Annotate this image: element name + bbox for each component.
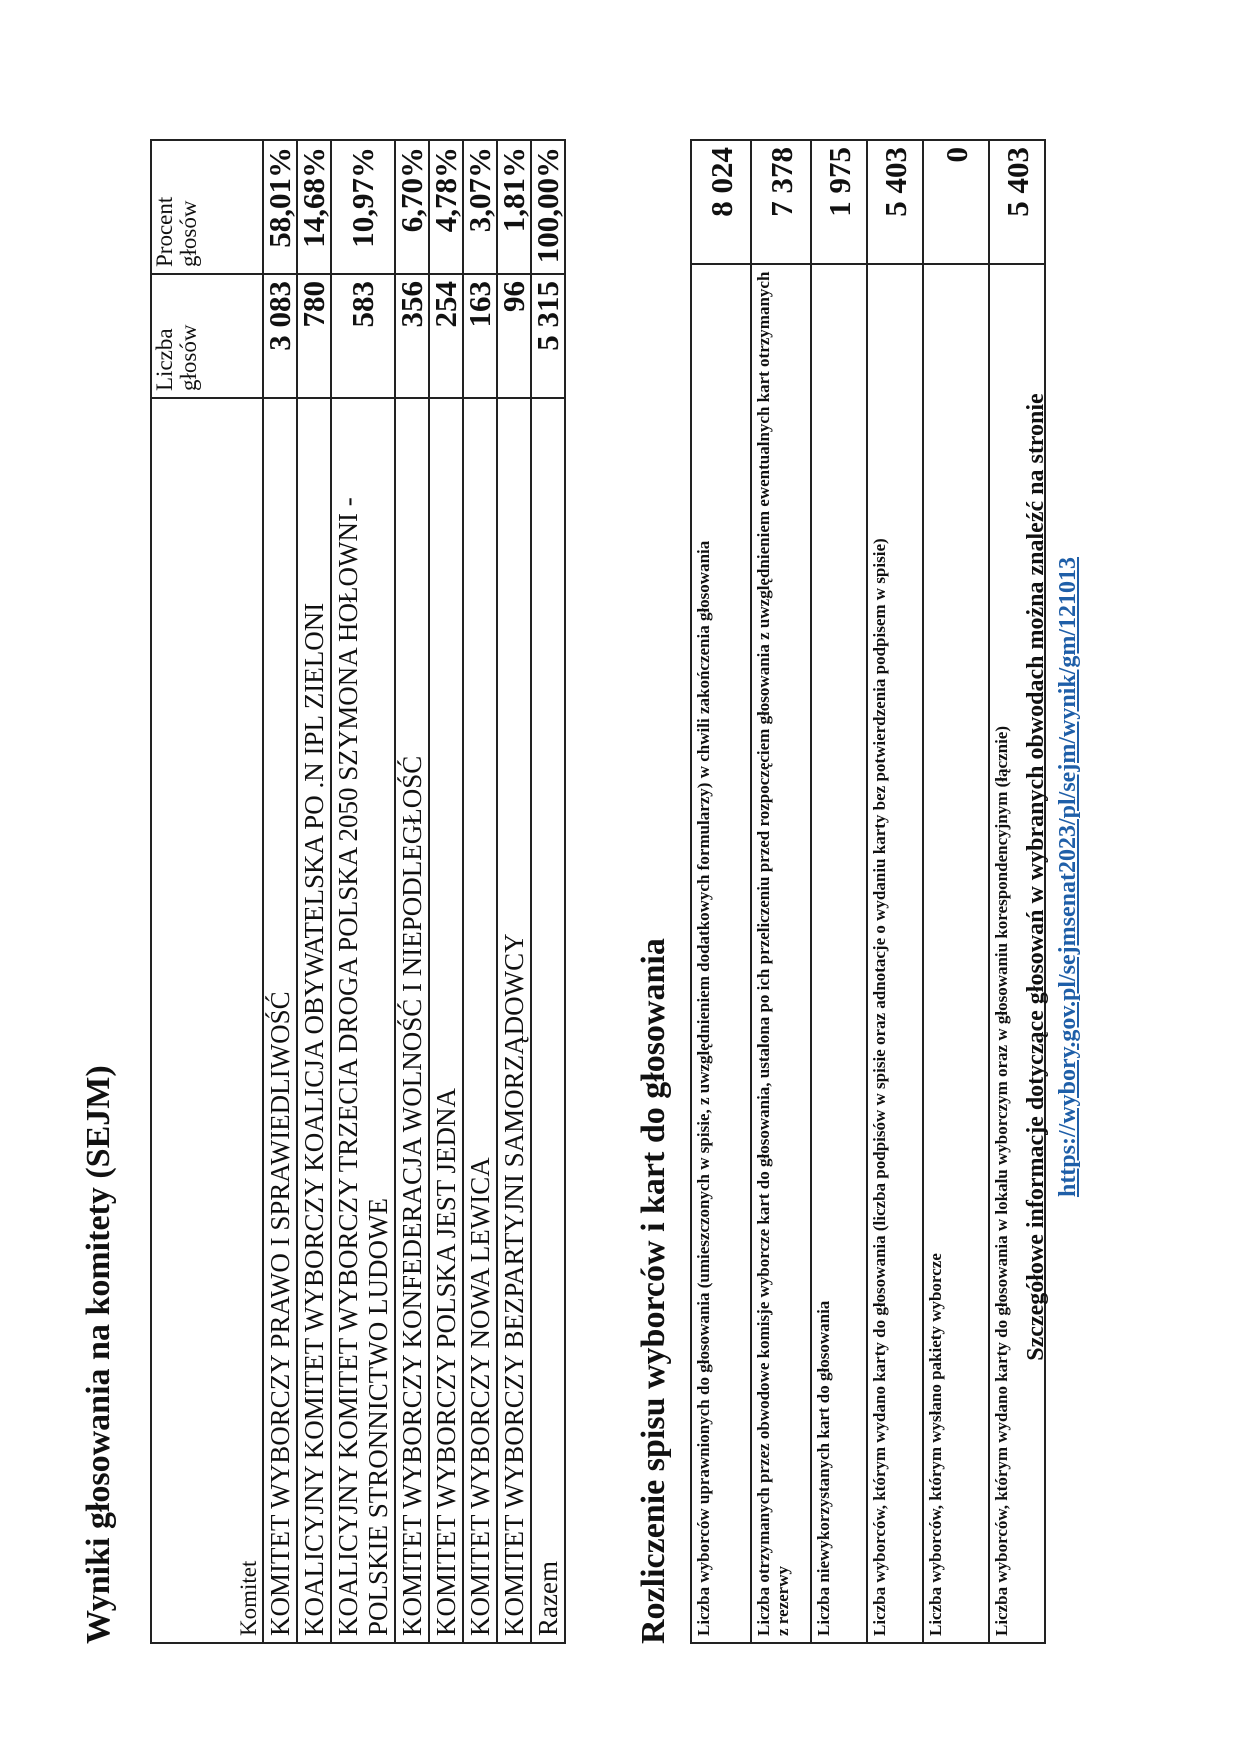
vote-count: 163 [463,274,497,398]
table-row [331,140,395,1643]
vote-count: 3 083 [263,274,297,398]
header-committee: Komitet [151,398,263,1643]
table-row [691,140,751,1643]
table-row [263,140,297,1643]
committee-name: KOALICYJNY KOMITET WYBORCZY TRZECIA DROGA POLSKA 2050 SZYMONA HOŁOWNI -POLSKIE STRONNICTWO LUDOWE [331,398,395,1643]
vote-count: 780 [297,274,331,398]
vote-percent: 10,97% [331,140,395,274]
table-row [429,140,463,1643]
footer-note [1020,0,1084,1754]
turnout-table [690,139,1046,1644]
turnout-label: Liczba wyborców, którym wysłano pakiety wyborcze [923,264,989,1643]
vote-percent: 6,70% [395,140,429,274]
turnout-title: Rozliczenie spisu wyborców i kart do głosowania [635,938,672,1644]
vote-percent: 58,01% [263,140,297,274]
turnout-value: 7 378 [751,140,811,264]
vote-percent: 3,07% [463,140,497,274]
total-count: 5 315 [531,274,565,398]
table-row [497,140,531,1643]
turnout-label: Liczba otrzymanych przez obwodowe komisje wyborcze kart do głosowania, ustalona po ich przeliczeniu przed rozpoczęciem głosowania z uwzględnieniem ewentualnych kart otrzymanych z rezerwy [751,264,811,1643]
vote-percent: 1,81% [497,140,531,274]
header-percent: Procent głosów [151,140,263,274]
committee-name: KOALICYJNY KOMITET WYBORCZY KOALICJA OBYWATELSKA PO .N IPL ZIELONI [297,398,331,1643]
turnout-value: 5 403 [867,140,923,264]
vote-percent: 4,78% [429,140,463,274]
turnout-value: 1 975 [811,140,867,264]
results-link[interactable]: https://wybory.gov.pl/sejmsenat2023/pl/sejm/wynik/gm/121013 [1055,556,1081,1198]
results-header-row [151,140,263,1643]
table-row [751,140,811,1643]
results-table [150,139,566,1644]
vote-count: 254 [429,274,463,398]
table-row [395,140,429,1643]
table-row [867,140,923,1643]
committee-name: KOMITET WYBORCZY PRAWO I SPRAWIEDLIWOŚĆ [263,398,297,1643]
table-row [463,140,497,1643]
turnout-label: Liczba niewykorzystanych kart do głosowania [811,264,867,1643]
vote-count: 356 [395,274,429,398]
total-percent: 100,00% [531,140,565,274]
footer-text: Szczegółowe informacje dotyczące głosowań w wybranych obwodach można znaleźć na stronie [1023,393,1049,1361]
vote-count: 583 [331,274,395,398]
total-label: Razem [531,398,565,1643]
vote-count: 96 [497,274,531,398]
table-row [923,140,989,1643]
turnout-label: Liczba wyborców, którym wydano karty do głosowania w lokalu wyborczym oraz w głosowaniu korespondencyjnym (łącznie) [989,264,1045,1643]
committee-name: KOMITET WYBORCZY BEZPARTYJNI SAMORZĄDOWCY [497,398,531,1643]
vote-percent: 14,68% [297,140,331,274]
committee-name: KOMITET WYBORCZY NOWA LEWICA [463,398,497,1643]
results-title: Wyniki głosowania na komitety (SEJM) [80,1065,117,1644]
turnout-value: 5 403 [989,140,1045,264]
turnout-label: Liczba wyborców, którym wydano karty do głosowania (liczba podpisów w spisie oraz adnotacje o wydaniu karty bez potwierdzenia podpisem w spisie) [867,264,923,1643]
turnout-value: 8 024 [691,140,751,264]
table-row [811,140,867,1643]
total-row [531,140,565,1643]
header-count: Liczba głosów [151,274,263,398]
committee-name: KOMITET WYBORCZY KONFEDERACJA WOLNOŚĆ I NIEPODLEGŁOŚĆ [395,398,429,1643]
table-row [297,140,331,1643]
turnout-value: 0 [923,140,989,264]
committee-name: KOMITET WYBORCZY POLSKA JEST JEDNA [429,398,463,1643]
turnout-label: Liczba wyborców uprawnionych do głosowania (umieszczonych w spisie, z uwzględnieniem dodatkowych formularzy) w chwili zakończenia głosowania [691,264,751,1643]
